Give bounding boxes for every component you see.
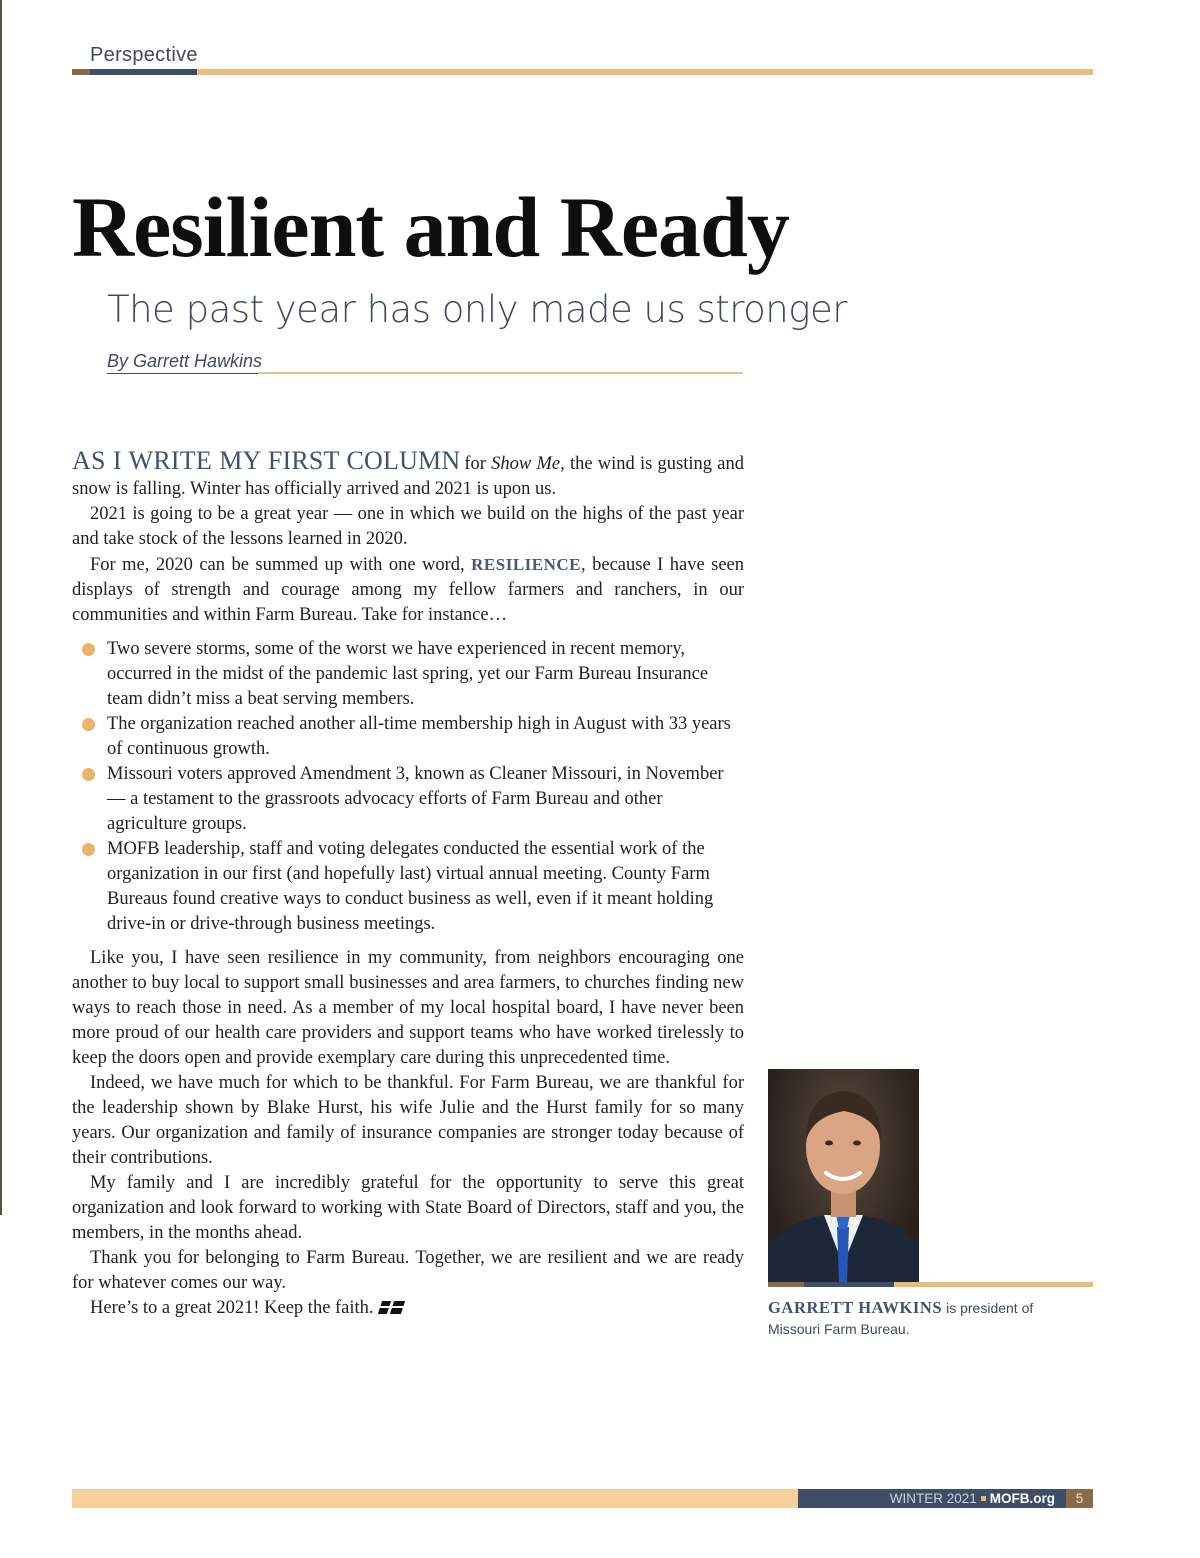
- closing-text: Here’s to a great 2021! Keep the faith.: [90, 1298, 374, 1318]
- portrait-illustration: [768, 1069, 919, 1282]
- section-label: Perspective: [90, 44, 198, 66]
- header-rule-accent: [72, 69, 197, 75]
- header-rule-tip: [72, 69, 90, 75]
- footer-issue-label: WINTER 2021: [889, 1491, 977, 1506]
- list-item: [72, 762, 744, 837]
- caption-rule-tip: [768, 1282, 804, 1287]
- header-rule: [72, 69, 1093, 75]
- footer-issue: [798, 1489, 1066, 1508]
- paragraph-7: Thank you for belonging to Farm Bureau. Together, we are resilient and we are ready for whatever comes our way.: [72, 1248, 744, 1293]
- author-portrait: [768, 1069, 919, 1282]
- list-item: [72, 837, 744, 937]
- farm-bureau-logo-icon: [377, 1301, 404, 1314]
- paragraph-3-text-a: For me, 2020 can be summed up with one word,: [90, 555, 472, 575]
- list-item: [72, 712, 744, 762]
- footer-site-link[interactable]: MOFB.org: [989, 1491, 1055, 1506]
- lead-caps: AS I WRITE MY FIRST COLUMN: [72, 446, 461, 475]
- article-subtitle: The past year has only made us stronger: [107, 288, 847, 331]
- bullet-text: MOFB leadership, staff and voting delegates conducted the essential work of the organization in our first (and hopefully last) virtual annual meeting. County Farm Bureaus found creative ways to conduct business as well, even if it meant holding drive-in or drive-through business meetings.: [107, 839, 714, 934]
- page-edge-strip: [0, 0, 2, 1215]
- list-item: [72, 637, 744, 712]
- bullet-list: [72, 637, 744, 937]
- caption-rule-accent: [804, 1282, 894, 1287]
- paragraph-4: Like you, I have seen resilience in my community, from neighbors encouraging one another to buy local to support small businesses and area farmers, to churches finding new ways to reach those in need. As a member of my local hospital board, I have never been more proud of our health care providers and support teams who have worked tirelessly to keep the doors open and provide exemplary care during this unprecedented time.: [72, 948, 744, 1068]
- author-title: is president of Missouri Farm Bureau.: [768, 1300, 1034, 1337]
- paragraph-lead-text-b: , the wind is gusting and snow is falling. Winter has officially arrived and 2021 is upon us.: [72, 454, 744, 499]
- paragraph-3: [72, 552, 744, 628]
- paragraph-lead-text-a: for: [464, 454, 492, 474]
- author-name: GARRETT HAWKINS: [768, 1298, 943, 1317]
- article-title: Resilient and Ready: [72, 179, 789, 275]
- paragraph-3-text-b: , because I have seen displays of strength and courage among my fellow farmers and ranchers, in our communities and within Farm Bureau. Take for instance…: [72, 555, 744, 625]
- page-number: 5: [1066, 1489, 1093, 1508]
- paragraph-lead: [72, 448, 744, 502]
- bullet-dot-icon: [82, 768, 95, 781]
- publication-name: Show Me: [491, 454, 561, 474]
- byline: By Garrett Hawkins: [107, 351, 262, 374]
- bullet-text: Missouri voters approved Amendment 3, known as Cleaner Missouri, in November — a testament to the grassroots advocacy efforts of Farm Bureau and other agriculture groups.: [107, 764, 724, 834]
- article-body: [72, 448, 744, 1321]
- paragraph-8: [72, 1296, 744, 1321]
- author-caption: [768, 1297, 1088, 1340]
- paragraph-6: My family and I are incredibly grateful for the opportunity to serve this great organization and look forward to working with State Board of Directors, staff and you, the members, in the months ahead.: [72, 1173, 744, 1243]
- bullet-dot-icon: [82, 718, 95, 731]
- bullet-dot-icon: [82, 643, 95, 656]
- footer-separator-icon: [981, 1496, 986, 1501]
- paragraph-2: 2021 is going to be a great year — one in which we build on the highs of the past year and take stock of the lessons learned in 2020.: [72, 504, 744, 549]
- resilience-emphasis: RESILIENCE: [471, 555, 582, 574]
- paragraph-5: Indeed, we have much for which to be thankful. For Farm Bureau, we are thankful for the leadership shown by Blake Hurst, his wife Julie and the Hurst family for so many years. Our organization and family of insurance companies are stronger today because of their contributions.: [72, 1073, 744, 1168]
- footer-bar: [72, 1489, 798, 1508]
- bullet-dot-icon: [82, 843, 95, 856]
- bullet-text: Two severe storms, some of the worst we have experienced in recent memory, occurred in the midst of the pandemic last spring, yet our Farm Bureau Insurance team didn’t miss a beat serving members.: [107, 639, 709, 709]
- bullet-text: The organization reached another all-time membership high in August with 33 years of continuous growth.: [107, 714, 731, 759]
- byline-rule: [258, 372, 743, 374]
